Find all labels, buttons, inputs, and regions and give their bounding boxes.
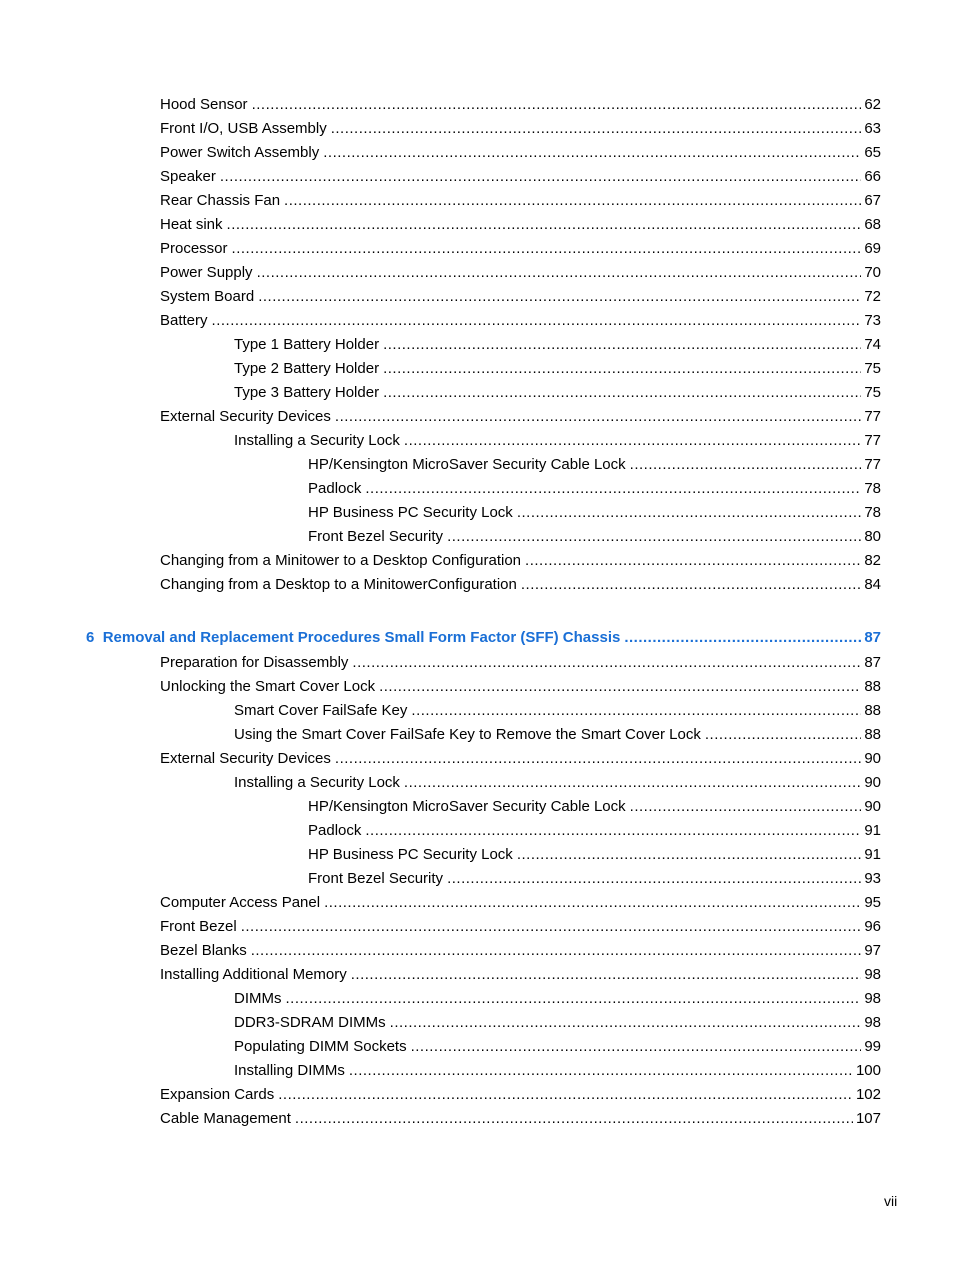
toc-entry-link[interactable] — [234, 333, 881, 357]
toc-entry-link[interactable] — [308, 453, 881, 477]
toc-entry-link[interactable] — [160, 891, 881, 915]
toc-entry-page-number: 95 — [864, 894, 881, 911]
toc-entry-link[interactable] — [160, 549, 881, 573]
toc-entry-page-number: 69 — [864, 240, 881, 257]
dot-leader — [286, 987, 862, 1011]
toc-entry-title: DIMMs — [234, 990, 282, 1007]
toc-entry-link[interactable] — [234, 1059, 881, 1083]
toc-entry-title: Heat sink — [160, 216, 223, 233]
toc-entry-link[interactable] — [160, 141, 881, 165]
toc-entry-link[interactable] — [160, 675, 881, 699]
toc-entry-title: Preparation for Disassembly — [160, 654, 349, 671]
toc-chapter-6-link[interactable] — [86, 626, 881, 650]
toc-entry-page-number: 67 — [864, 192, 881, 209]
toc-entry-link[interactable] — [160, 237, 881, 261]
dot-leader — [220, 165, 861, 189]
chapter-number: 6 — [86, 629, 95, 646]
toc-entry-page-number: 75 — [864, 384, 881, 401]
toc-entry-link[interactable] — [234, 357, 881, 381]
toc-entry-title: DDR3-SDRAM DIMMs — [234, 1014, 386, 1031]
toc-entry-title: Cable Management — [160, 1110, 291, 1127]
toc-entry-page-number: 68 — [864, 216, 881, 233]
toc-entry-page-number: 70 — [864, 264, 881, 281]
toc-entry-link[interactable] — [160, 915, 881, 939]
page-folio: vii — [884, 1193, 898, 1209]
dot-leader — [383, 381, 861, 405]
toc-entry-page-number: 91 — [864, 822, 881, 839]
dot-leader — [365, 819, 861, 843]
toc-entry-title: Changing from a Desktop to a MinitowerConfiguration — [160, 576, 517, 593]
toc-entry-page-number: 88 — [864, 702, 881, 719]
dot-leader — [331, 117, 862, 141]
toc-entry-link[interactable] — [234, 987, 881, 1011]
toc-entry-link[interactable] — [160, 963, 881, 987]
dot-leader — [323, 141, 861, 165]
toc-entry-title: Computer Access Panel — [160, 894, 321, 911]
toc-entry-link[interactable] — [234, 771, 881, 795]
toc-entry-link[interactable] — [160, 189, 881, 213]
toc-entry-page-number: 98 — [864, 990, 881, 1007]
toc-entry-page-number: 72 — [864, 288, 881, 305]
toc-entry-page-number: 98 — [864, 1014, 881, 1031]
toc-entry-title: Using the Smart Cover FailSafe Key to Remove the Smart Cover Lock — [234, 726, 701, 743]
toc-entry-title: Front I/O, USB Assembly — [160, 120, 327, 137]
toc-entry-link[interactable] — [308, 477, 881, 501]
toc-entry-title: Padlock — [308, 822, 362, 839]
dot-leader — [383, 357, 861, 381]
toc-entry-page-number: 73 — [864, 312, 881, 329]
dot-leader — [521, 573, 861, 597]
toc-entry-title: Installing a Security Lock — [234, 432, 400, 449]
dot-leader — [630, 795, 862, 819]
toc-entry-title: Changing from a Minitower to a Desktop Configuration — [160, 552, 522, 569]
dot-leader — [517, 843, 862, 867]
toc-entry-link[interactable] — [160, 93, 881, 117]
chapter-page-number: 87 — [864, 629, 881, 646]
dot-leader — [241, 915, 862, 939]
toc-entry-link[interactable] — [160, 651, 881, 675]
toc-entry-link[interactable] — [160, 309, 881, 333]
toc-entry-page-number: 63 — [864, 120, 881, 137]
toc-entry-link[interactable] — [160, 213, 881, 237]
dot-leader — [232, 237, 862, 261]
dot-leader — [257, 261, 862, 285]
toc-entry-title: Type 3 Battery Holder — [234, 384, 380, 401]
toc-entry-link[interactable] — [160, 939, 881, 963]
toc-entry-title: HP Business PC Security Lock — [308, 846, 513, 863]
dot-leader — [517, 501, 862, 525]
toc-entry-title: System Board — [160, 288, 255, 305]
dot-leader — [365, 477, 861, 501]
dot-leader — [525, 549, 861, 573]
toc-entry-title: Power Supply — [160, 264, 253, 281]
toc-entry-title: Front Bezel Security — [308, 870, 444, 887]
toc-entry-link[interactable] — [308, 501, 881, 525]
toc-entry-title: Type 2 Battery Holder — [234, 360, 380, 377]
toc-entry-title: Front Bezel — [160, 918, 237, 935]
toc-entry-page-number: 62 — [864, 96, 881, 113]
toc-entry-title: Padlock — [308, 480, 362, 497]
toc-entry-page-number: 80 — [864, 528, 881, 545]
toc-entry-link[interactable] — [160, 117, 881, 141]
toc-entry-title: Hood Sensor — [160, 96, 248, 113]
dot-leader — [404, 429, 861, 453]
toc-entry-link[interactable] — [308, 867, 881, 891]
toc-entry-title: HP/Kensington MicroSaver Security Cable Lock — [308, 456, 626, 473]
dot-leader — [624, 626, 861, 650]
dot-leader — [284, 189, 861, 213]
dot-leader — [447, 867, 861, 891]
toc-entry-page-number: 65 — [864, 144, 881, 161]
dot-leader — [447, 525, 861, 549]
toc-entry-page-number: 77 — [864, 432, 881, 449]
dot-leader — [335, 747, 861, 771]
toc-entry-page-number: 78 — [864, 504, 881, 521]
toc-entry-link[interactable] — [234, 699, 881, 723]
toc-entry-title: Bezel Blanks — [160, 942, 247, 959]
toc-entry-link[interactable] — [234, 381, 881, 405]
toc-section-after — [0, 651, 954, 1131]
dot-leader — [295, 1107, 853, 1131]
toc-entry-title: Battery — [160, 312, 208, 329]
toc-entry-title: Front Bezel Security — [308, 528, 444, 545]
toc-entry-title: External Security Devices — [160, 750, 331, 767]
dot-leader — [252, 93, 862, 117]
toc-entry-link[interactable] — [234, 723, 881, 747]
toc-entry-link[interactable] — [308, 525, 881, 549]
toc-entry-title: Processor — [160, 240, 228, 257]
toc-entry-page-number: 102 — [855, 1086, 881, 1103]
chapter-title: Removal and Replacement Procedures Small Form Factor (SFF) Chassis — [102, 629, 621, 646]
toc-entry-title: HP/Kensington MicroSaver Security Cable Lock — [308, 798, 626, 815]
toc-entry-page-number: 90 — [864, 750, 881, 767]
toc-entry-title: Type 1 Battery Holder — [234, 336, 380, 353]
toc-entry-title: Expansion Cards — [160, 1086, 275, 1103]
toc-entry-page-number: 75 — [864, 360, 881, 377]
toc-entry-page-number: 98 — [864, 966, 881, 983]
toc-entry-link[interactable] — [160, 573, 881, 597]
toc-entry-title: Smart Cover FailSafe Key — [234, 702, 408, 719]
toc-entry-page-number: 96 — [864, 918, 881, 935]
toc-entry-title: Installing Additional Memory — [160, 966, 347, 983]
toc-entry-link[interactable] — [160, 165, 881, 189]
toc-entry-title: External Security Devices — [160, 408, 331, 425]
toc-entry-link[interactable] — [160, 285, 881, 309]
dot-leader — [258, 285, 861, 309]
toc-entry-title: Populating DIMM Sockets — [234, 1038, 407, 1055]
dot-leader — [324, 891, 861, 915]
toc-entry-page-number: 90 — [864, 774, 881, 791]
dot-leader — [212, 309, 862, 333]
dot-leader — [383, 333, 861, 357]
toc-entry-page-number: 97 — [864, 942, 881, 959]
toc-entry-link[interactable] — [160, 261, 881, 285]
dot-leader — [705, 723, 861, 747]
toc-entry-page-number: 88 — [864, 726, 881, 743]
dot-leader — [404, 771, 861, 795]
toc-entry-title: Installing DIMMs — [234, 1062, 345, 1079]
toc-entry-page-number: 87 — [864, 654, 881, 671]
dot-leader — [630, 453, 862, 477]
toc-entry-page-number: 99 — [864, 1038, 881, 1055]
toc-entry-link[interactable] — [160, 405, 881, 429]
toc-entry-link[interactable] — [308, 819, 881, 843]
dot-leader — [379, 675, 861, 699]
dot-leader — [335, 405, 861, 429]
toc-entry-page-number: 100 — [855, 1062, 881, 1079]
toc-entry-page-number: 91 — [864, 846, 881, 863]
dot-leader — [227, 213, 862, 237]
toc-entry-page-number: 88 — [864, 678, 881, 695]
toc-entry-link[interactable] — [234, 429, 881, 453]
dot-leader — [411, 1035, 862, 1059]
toc-entry-title: Unlocking the Smart Cover Lock — [160, 678, 376, 695]
toc-entry-link[interactable] — [308, 843, 881, 867]
toc-entry-title: Installing a Security Lock — [234, 774, 400, 791]
dot-leader — [351, 963, 862, 987]
toc-entry-title: Rear Chassis Fan — [160, 192, 281, 209]
toc-entry-link[interactable] — [234, 1011, 881, 1035]
toc-entry-link[interactable] — [160, 1083, 881, 1107]
dot-leader — [278, 1083, 853, 1107]
dot-leader — [352, 651, 861, 675]
toc-section-before — [0, 93, 954, 597]
toc-entry-page-number: 66 — [864, 168, 881, 185]
toc-entry-title: Power Switch Assembly — [160, 144, 320, 161]
dot-leader — [251, 939, 862, 963]
toc-entry-page-number: 77 — [864, 408, 881, 425]
toc-entry-page-number: 84 — [864, 576, 881, 593]
toc-entry-page-number: 77 — [864, 456, 881, 473]
toc-entry-page-number: 90 — [864, 798, 881, 815]
toc-entry-page-number: 78 — [864, 480, 881, 497]
dot-leader — [411, 699, 861, 723]
toc-entry-link[interactable] — [160, 1107, 881, 1131]
toc-entry-page-number: 107 — [855, 1110, 881, 1127]
table-of-contents — [0, 93, 954, 1131]
toc-entry-link[interactable] — [160, 747, 881, 771]
toc-entry-page-number: 93 — [864, 870, 881, 887]
toc-entry-title: HP Business PC Security Lock — [308, 504, 513, 521]
dot-leader — [349, 1059, 853, 1083]
toc-entry-link[interactable] — [234, 1035, 881, 1059]
toc-entry-page-number: 74 — [864, 336, 881, 353]
toc-entry-link[interactable] — [308, 795, 881, 819]
toc-entry-title: Speaker — [160, 168, 216, 185]
dot-leader — [390, 1011, 862, 1035]
toc-entry-page-number: 82 — [864, 552, 881, 569]
